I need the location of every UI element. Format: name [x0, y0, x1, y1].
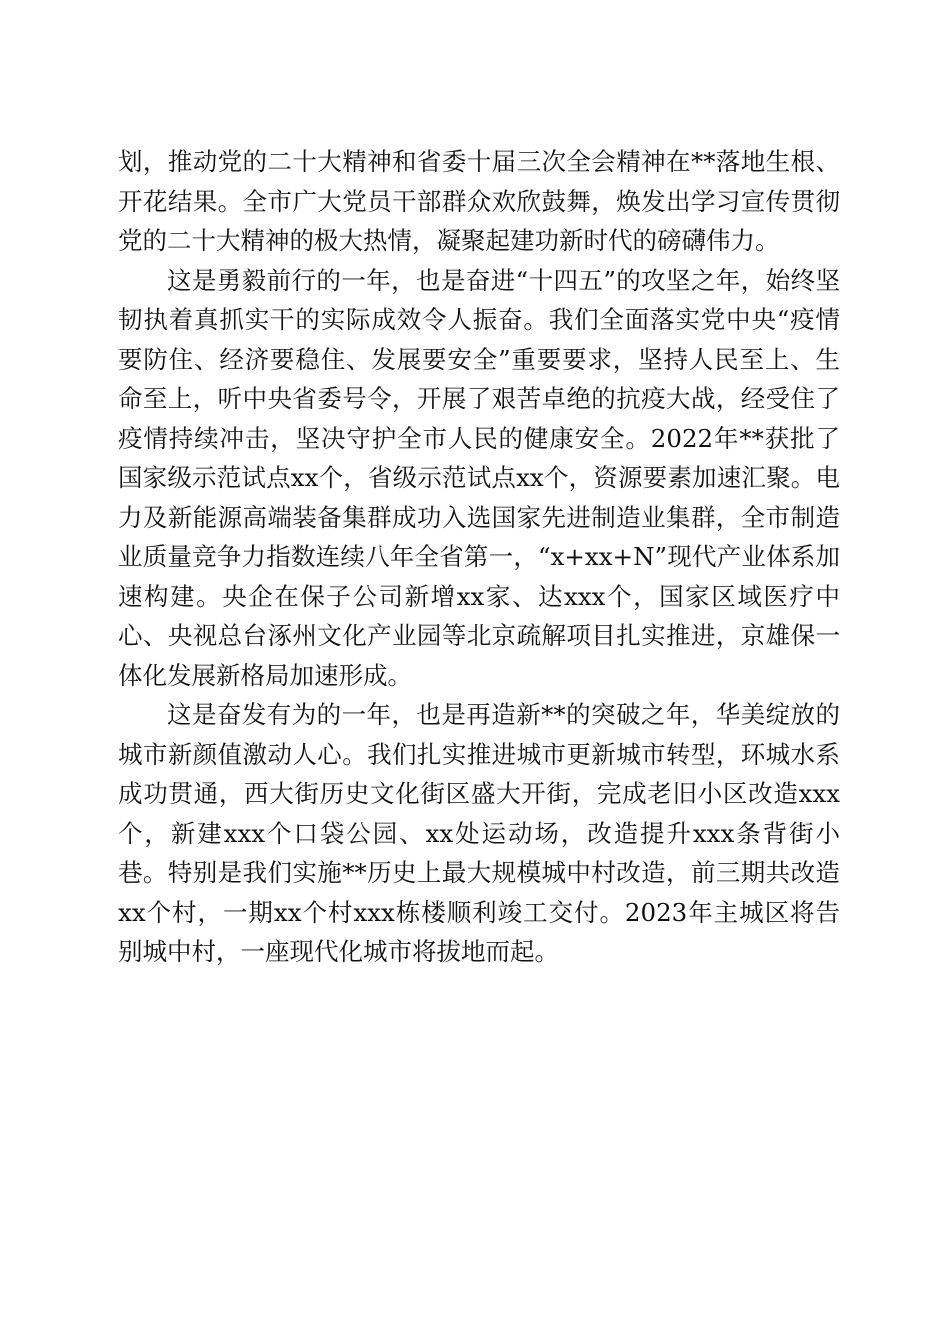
paragraph-breakthrough-year: 这是奋发有为的一年，也是再造新**的突破之年，华美绽放的城市新颜值激动人心。我们扎实推进城市更新城市转型，环城水系成功贯通，西大街历史文化街区盛大开街，完成老旧小区改造xxx个，新建xxx个口袋公园、xx处运动场，改造提升xxx条背街小巷。特别是我们实施**历史上最大规模城中村改造，前三期共改造xx个村，一期xx个村xxx栋楼顺利竣工交付。2023年主城区将告别城中村，一座现代化城市将拔地而起。 [118, 700, 840, 966]
paragraph-progress-year: 这是勇毅前行的一年，也是奋进“十四五”的攻坚之年，始终坚韧执着真抓实干的实际成效令人振奋。我们全面落实党中央“疫情要防住、经济要稳住、发展要安全”重要要求，坚持人民至上、生命至上，听中央省委号令，开展了艰苦卓绝的抗疫大战，经受住了疫情持续冲击，坚决守护全市人民的健康安全。2022年**获批了国家级示范试点xx个，省级示范试点xx个，资源要素加速汇聚。电力及新能源高端装备集群成功入选国家先进制造业集群，全市制造业质量竞争力指数连续八年全省第一，“x+xx+N”现代产业体系加速构建。央企在保子公司新增xx家、达xxx个，国家区域医疗中心、央视总台涿州文化产业园等北京疏解项目扎实推进，京雄保一体化发展新格局加速形成。 [118, 265, 840, 690]
document-body [118, 142, 840, 972]
paragraph-continued: 划，推动党的二十大精神和省委十届三次全会精神在**落地生根、开花结果。全市广大党员干部群众欢欣鼓舞，焕发出学习宣传贯彻党的二十大精神的极大热情，凝聚起建功新时代的磅礴伟力。 [118, 147, 840, 255]
